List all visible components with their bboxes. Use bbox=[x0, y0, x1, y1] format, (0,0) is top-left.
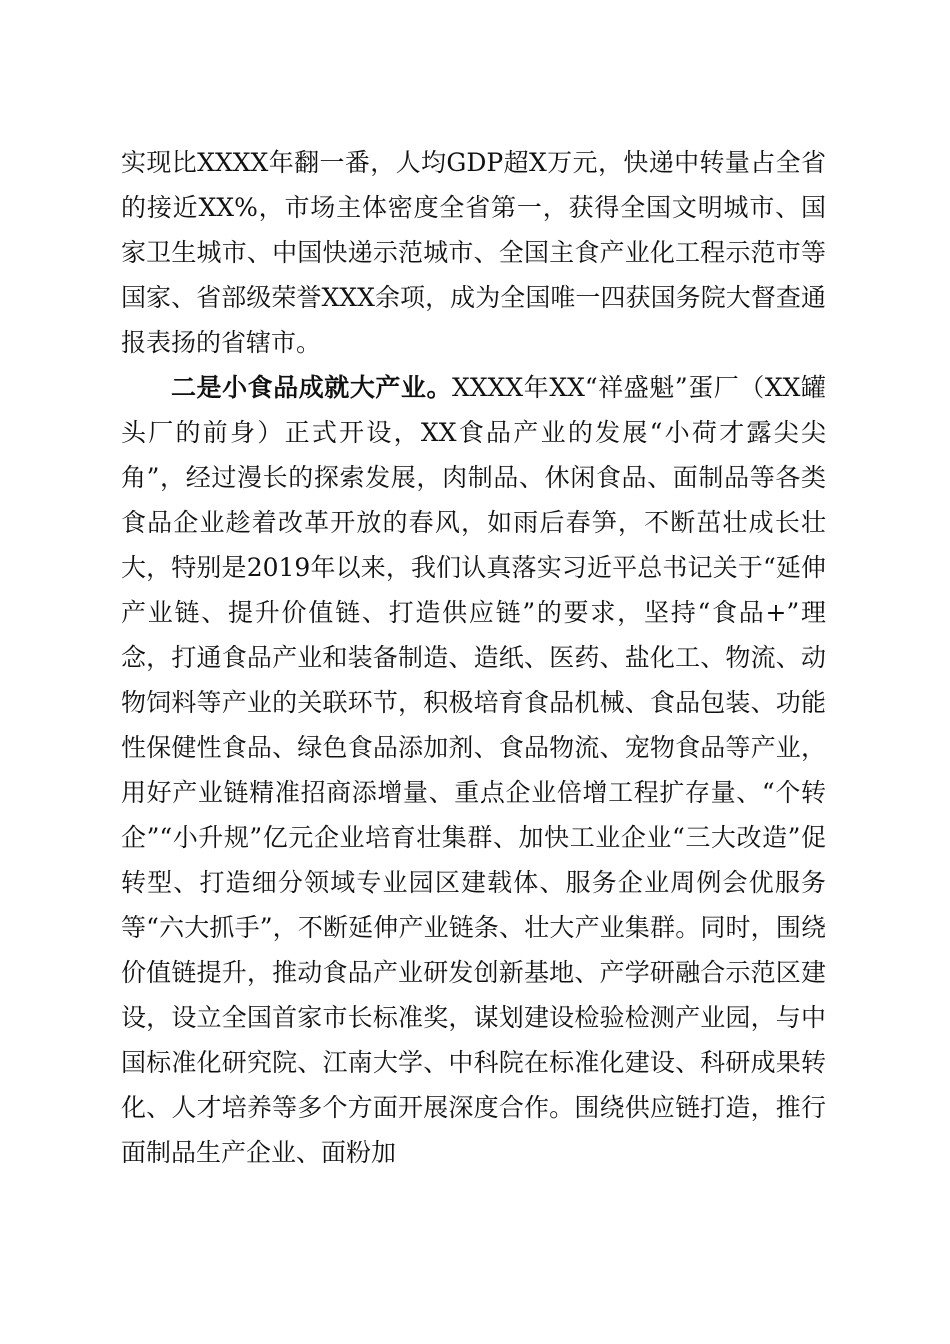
document-body bbox=[121, 140, 826, 1175]
paragraph-continuation: 实现比XXXX年翻一番，人均GDP超X万元，快递中转量占全省的接近XX%，市场主体密度全省第一，获得全国文明城市、国家卫生城市、中国快递示范城市、全国主食产业化工程示范市等国家、省部级荣誉XXX余项，成为全国唯一四获国务院大督查通报表扬的省辖市。 bbox=[121, 148, 826, 357]
paragraph-body-text: XXXX年XX“祥盛魁”蛋厂（XX罐头厂的前身）正式开设，XX食品产业的发展“小荷才露尖尖角”，经过漫长的探索发展，肉制品、休闲食品、面制品等各类食品企业趁着改革开放的春风，如雨后春笋，不断茁壮成长壮大，特别是2019年以来，我们认真落实习近平总书记关于“延伸产业链、提升价值链、打造供应链”的要求，坚持“食品+”理念，打通食品产业和装备制造、造纸、医药、盐化工、物流、动物饲料等产业的关联环节，积极培育食品机械、食品包装、功能性保健性食品、绿色食品添加剂、食品物流、宠物食品等产业，用好产业链精准招商添增量、重点企业倍增工程扩存量、“个转企”“小升规”亿元企业培育壮集群、加快工业企业“三大改造”促转型、打造细分领域专业园区建载体、服务企业周例会优服务等“六大抓手”，不断延伸产业链条、壮大产业集群。同时，围绕价值链提升，推动食品产业研发创新基地、产学研融合示范区建设，设立全国首家市长标准奖，谋划建设检验检测产业园，与中国标准化研究院、江南大学、中科院在标准化建设、科研成果转化、人才培养等多个方面开展深度合作。围绕供应链打造，推行面制品生产企业、面粉加 bbox=[121, 373, 826, 1167]
paragraph-small-food-industry bbox=[121, 365, 826, 1175]
paragraph-lead-heading: 二是小食品成就大产业。 bbox=[171, 373, 453, 402]
